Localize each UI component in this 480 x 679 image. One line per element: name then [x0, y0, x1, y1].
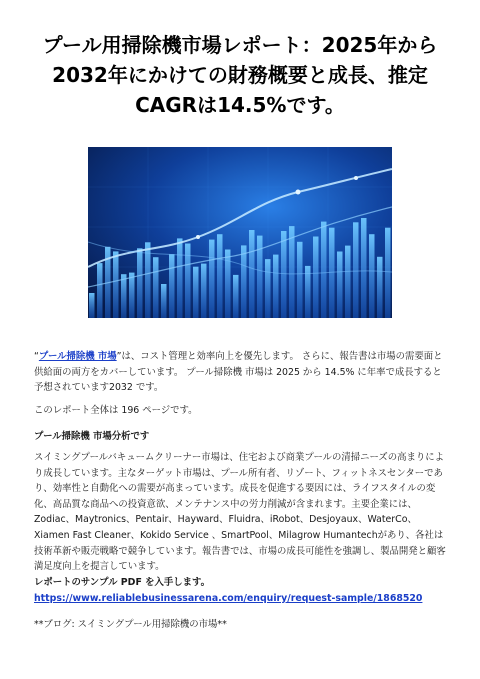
decor-bar	[217, 234, 223, 318]
decor-bar	[337, 252, 343, 319]
decor-bar	[273, 255, 279, 318]
decor-bar	[241, 245, 247, 318]
sample-request	[34, 575, 446, 606]
decor-bar	[353, 222, 359, 318]
decor-bar	[177, 238, 183, 318]
decor-bar	[97, 263, 103, 318]
page-title: プール用掃除機市場レポート：2025年から2032年にかけての財務概要と成長、推定CAGRは14.5%です。	[42, 33, 438, 117]
decor-bar	[113, 251, 119, 318]
decor-bar	[161, 284, 167, 318]
decor-bar	[233, 275, 239, 318]
decor-bar	[345, 246, 351, 318]
decor-bar	[193, 267, 199, 318]
decor-bar	[169, 254, 175, 318]
decor-bar	[129, 273, 135, 318]
decor-bar	[361, 218, 367, 318]
financial-chart-image	[88, 147, 392, 318]
blog-text: **ブログ: スイミングプール用掃除機の市場**	[34, 619, 227, 630]
decor-bar	[137, 248, 143, 318]
decor-bar	[313, 237, 319, 319]
decor-bar	[185, 244, 191, 319]
decor-bar	[297, 242, 303, 318]
decor-bar	[201, 264, 207, 318]
decor-bar	[289, 226, 295, 318]
decor-bar	[321, 222, 327, 318]
decor-bar	[121, 274, 127, 318]
sample-url-link[interactable]: https://www.reliablebusinessarena.com/enquiry/request-sample/1868520	[34, 592, 423, 604]
decor-bar	[209, 240, 215, 318]
market-link[interactable]: プール掃除機 市場	[38, 351, 117, 362]
decor-bar	[89, 293, 95, 318]
page-count-text: このレポート全体は 196 ページです。	[34, 405, 198, 416]
decor-bar	[265, 259, 271, 318]
analysis-paragraph: スイミングプールバキュームクリーナー市場は、住宅および商業プールの清掃ニーズの高まりにより成長しています。主なターゲット市場は、プール所有者、リゾート、フィットネスセンターであり、効率性と自動化への需要が高まっています。成長を促進する要因には、ライフスタイルの変化、高品質な商品への投資意欲、メンテナンス中の労力削減が含まれます。主要企業には、Zodiac、Maytronics、Pentair、Hayward、Fluidra、iRobot、Desjoyaux、WaterCo、Xiamen Fast Cleaner、Kokido Service 、SmartPool、Milagrow Humantechがあり、各社は技術革新や販売戦略で競争しています。報告書では、市場の成長可能性を強調し、製品開発と顧客満足度向上を提言しています。	[34, 452, 446, 573]
intro-text: ”は、コスト管理と効率向上を優先します。 さらに、報告書は市場の需要面と供給面の両方をカバーしています。 プール掃除機 市場は 2025 から 14.5% に年率で成長すると予想されています2032 です。	[34, 351, 443, 394]
hero-image	[88, 147, 392, 318]
analysis-heading: プール掃除機 市場分析です	[34, 431, 150, 442]
decor-bar	[281, 231, 287, 318]
decor-bar	[153, 257, 159, 318]
decor-bar	[377, 257, 383, 318]
decor-bar	[369, 234, 375, 318]
quote-mark: “	[34, 351, 39, 362]
decor-bar	[385, 228, 391, 318]
decor-bar	[249, 230, 255, 318]
intro-paragraph	[34, 349, 446, 396]
sample-label: レポートのサンプル PDF を入手します。	[34, 577, 210, 588]
